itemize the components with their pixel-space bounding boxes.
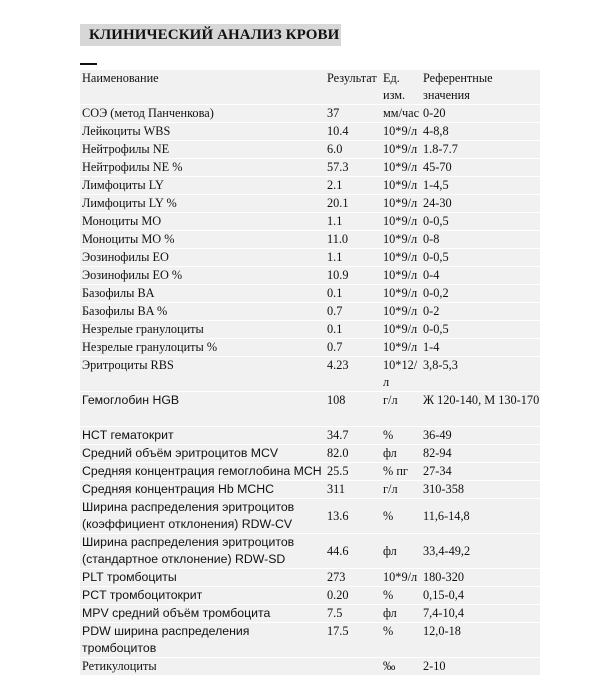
row-name: СОЭ (метод Панченкова) — [82, 106, 214, 120]
row-reference: 310-358 — [423, 482, 464, 496]
row-name: Эозинофилы EO — [82, 250, 169, 264]
row-unit: фл — [383, 446, 397, 460]
row-reference: 1-4,5 — [423, 178, 449, 192]
row-result: 0.20 — [327, 588, 349, 602]
table-row — [80, 623, 540, 658]
header-reference: Референтные значения — [423, 71, 493, 102]
row-result: 0.7 — [327, 340, 343, 354]
table-row — [80, 195, 540, 213]
table-row — [80, 605, 540, 623]
table-row — [80, 285, 540, 303]
table-row — [80, 231, 540, 249]
table-row — [80, 427, 540, 445]
row-result: 1.1 — [327, 250, 343, 264]
row-result: 82.0 — [327, 446, 349, 460]
row-reference: 0-8 — [423, 232, 440, 246]
row-name: Средняя концентрация гемоглобина MCH — [82, 464, 322, 478]
row-unit: % пг — [383, 464, 408, 478]
row-name: Моноциты MO % — [82, 232, 175, 246]
row-name: Средняя концентрация Hb MCHC — [82, 482, 274, 496]
table-row — [80, 321, 540, 339]
row-unit: % — [383, 624, 394, 638]
row-unit: 10*9/л — [383, 322, 418, 336]
row-unit: 10*9/л — [383, 232, 418, 246]
table-row — [80, 463, 540, 481]
row-reference: 0,15-0,4 — [423, 588, 464, 602]
row-result — [325, 658, 381, 676]
row-name: Средний объём эритроцитов MCV — [82, 446, 279, 460]
row-unit: 10*9/л — [383, 124, 418, 138]
row-result: 10.4 — [327, 124, 349, 138]
table-row — [80, 141, 540, 159]
row-result: 20.1 — [327, 196, 349, 210]
row-unit: г/л — [383, 393, 398, 407]
row-name: Лимфоциты LY — [82, 178, 164, 192]
row-reference: 2-10 — [423, 659, 446, 673]
row-result: 37 — [327, 106, 340, 120]
row-reference: 0-4 — [423, 268, 440, 282]
row-reference: 1-4 — [423, 340, 440, 354]
row-unit: 10*9/л — [383, 214, 418, 228]
row-reference: 0-2 — [423, 304, 440, 318]
decorative-dash — [80, 63, 97, 65]
table-header-row — [80, 70, 540, 105]
row-name: Незрелые гранулоциты — [82, 322, 204, 336]
row-result: 57.3 — [327, 160, 349, 174]
row-reference: 0-0,5 — [423, 250, 449, 264]
row-name: Ширина распределения эритроцитов (коэффициент отклонения) RDW-CV — [82, 500, 295, 531]
row-result: 311 — [327, 482, 345, 496]
row-name: Лейкоциты WBS — [82, 124, 171, 138]
table-row — [80, 569, 540, 587]
table-row — [80, 339, 540, 357]
table-row — [80, 213, 540, 231]
row-reference: 3,8-5,3 — [423, 358, 458, 372]
row-result: 13.6 — [327, 508, 349, 523]
table-row — [80, 159, 540, 177]
document-title: КЛИНИЧЕСКИЙ АНАЛИЗ КРОВИ — [80, 24, 341, 46]
row-name: Базофилы BA % — [82, 304, 168, 318]
row-name: Нейтрофилы NE % — [82, 160, 183, 174]
table-row — [80, 267, 540, 285]
row-unit: % — [383, 508, 394, 523]
row-unit: г/л — [383, 482, 398, 496]
row-unit: 10*9/л — [383, 340, 418, 354]
table-row — [80, 587, 540, 605]
row-name: Базофилы BA — [82, 286, 155, 300]
table-row — [80, 303, 540, 321]
row-unit: 10*9/л — [383, 268, 418, 282]
row-unit: 10*9/л — [383, 570, 418, 584]
row-unit: 10*9/л — [383, 178, 418, 192]
row-reference: 11,6-14,8 — [423, 508, 470, 523]
row-reference: 0-0,5 — [423, 214, 449, 228]
row-unit: 10*9/л — [383, 250, 418, 264]
row-result: 2.1 — [327, 178, 343, 192]
row-reference: 0-0,5 — [423, 322, 449, 336]
table-row — [80, 658, 540, 676]
row-unit: фл — [383, 543, 397, 558]
row-reference: 12,0-18 — [423, 624, 461, 638]
row-reference: 27-34 — [423, 464, 452, 478]
row-unit: % — [383, 588, 394, 602]
row-unit: 10*9/л — [383, 142, 418, 156]
table-row — [80, 534, 540, 569]
row-reference: 180-320 — [423, 570, 464, 584]
table-row — [80, 123, 540, 141]
row-reference: 36-49 — [423, 428, 452, 442]
table-row — [80, 481, 540, 499]
header-result: Результат — [327, 71, 377, 85]
row-unit: 10*9/л — [383, 286, 418, 300]
row-result: 10.9 — [327, 268, 349, 282]
row-result: 1.1 — [327, 214, 343, 228]
row-name: Эозинофилы EO % — [82, 268, 183, 282]
row-name: MPV средний объём тромбоцита — [82, 606, 271, 620]
row-name: Лимфоциты LY % — [82, 196, 177, 210]
row-unit: % — [383, 428, 394, 442]
row-reference: 82-94 — [423, 446, 452, 460]
row-result: 0.1 — [327, 322, 343, 336]
row-unit: фл — [383, 606, 397, 620]
row-result: 44.6 — [327, 543, 349, 558]
row-reference: 1.8-7.7 — [423, 142, 458, 156]
row-reference: 24-30 — [423, 196, 452, 210]
row-reference: 33,4-49,2 — [423, 543, 471, 558]
row-reference: 4-8,8 — [423, 124, 449, 138]
table-row — [80, 392, 540, 427]
row-unit: 10*9/л — [383, 160, 418, 174]
table-row — [80, 357, 540, 392]
row-result: 4.23 — [327, 358, 349, 372]
row-name: PLT тромбоциты — [82, 570, 177, 584]
row-reference: Ж 120-140, М 130-170 — [423, 393, 540, 407]
row-name: Нейтрофилы NE — [82, 142, 170, 156]
row-result: 34.7 — [327, 428, 349, 442]
table-row — [80, 249, 540, 267]
row-reference: 0-20 — [423, 106, 446, 120]
row-name: PDW ширина распределения тромбоцитов — [82, 624, 250, 655]
row-name: Незрелые гранулоциты % — [82, 340, 218, 354]
row-result: 273 — [327, 570, 346, 584]
row-name: PCT тромбоцитокрит — [82, 588, 203, 602]
table-row — [80, 105, 540, 123]
row-unit: 10*12/л — [383, 358, 418, 389]
row-result: 17.5 — [327, 624, 349, 638]
header-name: Наименование — [82, 71, 159, 85]
row-name: Ширина распределения эритроцитов (стандартное отклонение) RDW-SD — [82, 535, 295, 566]
row-name: Гемоглобин HGB — [82, 393, 180, 407]
row-unit: мм/час — [383, 106, 420, 120]
table-row — [80, 445, 540, 463]
row-result: 7.5 — [327, 606, 343, 620]
row-reference: 0-0,2 — [423, 286, 449, 300]
table-row — [80, 499, 540, 534]
cropped-previous-line — [60, 0, 320, 2]
row-name: Эритроциты RBS — [82, 358, 174, 372]
row-result: 25.5 — [327, 464, 349, 478]
row-result: 108 — [327, 393, 346, 407]
row-result: 0.1 — [327, 286, 343, 300]
row-reference: 7,4-10,4 — [423, 606, 464, 620]
row-unit: 10*9/л — [383, 196, 418, 210]
row-result: 11.0 — [327, 232, 349, 246]
row-name: Моноциты MO — [82, 214, 162, 228]
row-name: Ретикулоциты — [82, 659, 157, 673]
row-reference: 45-70 — [423, 160, 452, 174]
row-unit: 10*9/л — [383, 304, 418, 318]
row-result: 6.0 — [327, 142, 343, 156]
row-result: 0.7 — [327, 304, 343, 318]
row-name: HCT гематокрит — [82, 428, 174, 442]
blood-test-table — [80, 70, 540, 676]
table-row — [80, 177, 540, 195]
row-unit: ‰ — [383, 659, 396, 673]
header-unit: Ед. изм. — [383, 71, 406, 102]
